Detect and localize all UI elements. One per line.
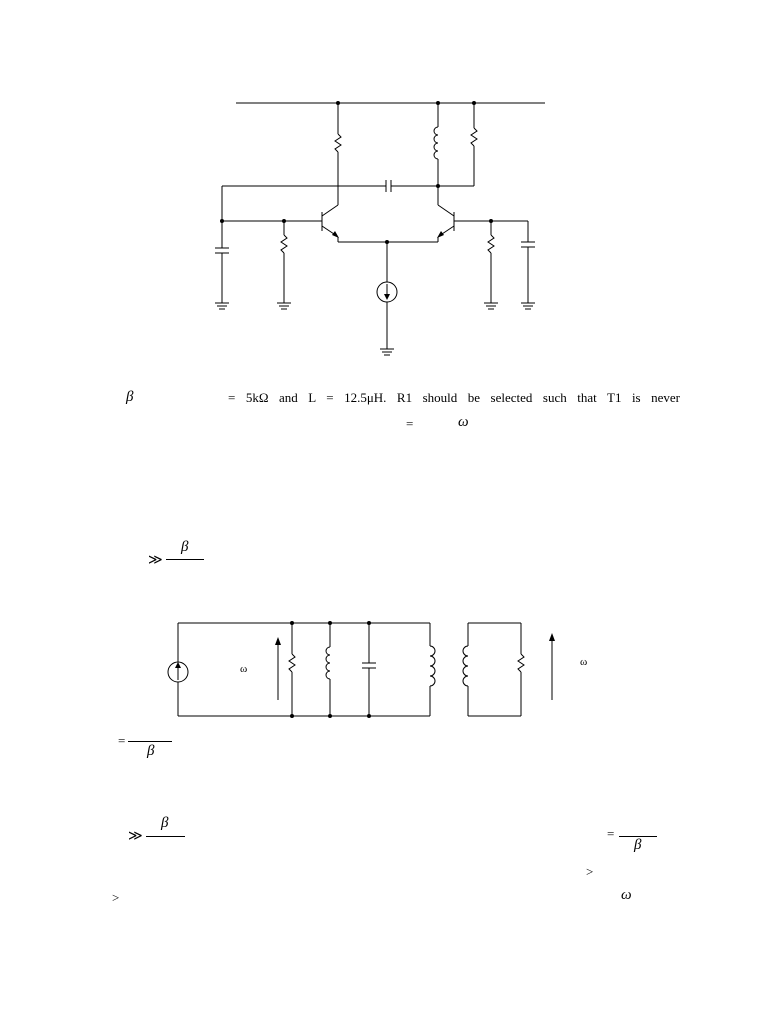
transistor-t1 [322,200,339,242]
fraction-line-1 [166,559,204,560]
equals-symbol-2: = [118,733,126,748]
resistor-load [518,623,524,716]
transformer-primary [430,623,435,716]
resistor-r-right-top [471,103,477,186]
omega-symbol-1: ω [458,414,469,430]
beta-symbol-1: β [126,389,134,405]
equals-symbol-3: = [607,826,615,841]
equals-symbol-1: = [406,416,414,431]
omega-symbol-2: ω [621,887,632,903]
resistor-right-bias [484,221,498,309]
omega-label-left: ω [240,663,248,675]
transistor-t2 [437,200,454,242]
much-greater-symbol-2: ≫ [128,829,143,844]
current-source-input [168,662,188,682]
resistor-r-left [335,103,341,200]
beta-symbol-5: β [634,837,642,853]
capacitor-eq [362,623,376,716]
fraction-line-3 [146,836,185,837]
beta-symbol-4: β [161,815,169,831]
fraction-line-2 [128,741,172,742]
paragraph-line: = 5kΩ and L = 12.5μH. R1 should be selected such that T1 is never [228,390,680,405]
much-greater-symbol-1: ≫ [148,553,163,568]
beta-symbol-2: β [181,539,189,555]
oscillator-schematic [0,0,768,400]
greater-symbol-1: > [586,864,594,879]
omega-label-right: ω [580,656,588,668]
resistor-eq [289,623,295,716]
greater-symbol-2: > [112,890,120,905]
transformer-secondary [463,623,468,716]
resistor-left-bias [277,221,291,309]
capacitor-left-ground [215,221,229,309]
beta-symbol-3: β [147,743,155,759]
capacitor-right-ground [521,221,535,309]
current-source-tail [377,282,397,302]
inductor-eq [326,623,330,716]
